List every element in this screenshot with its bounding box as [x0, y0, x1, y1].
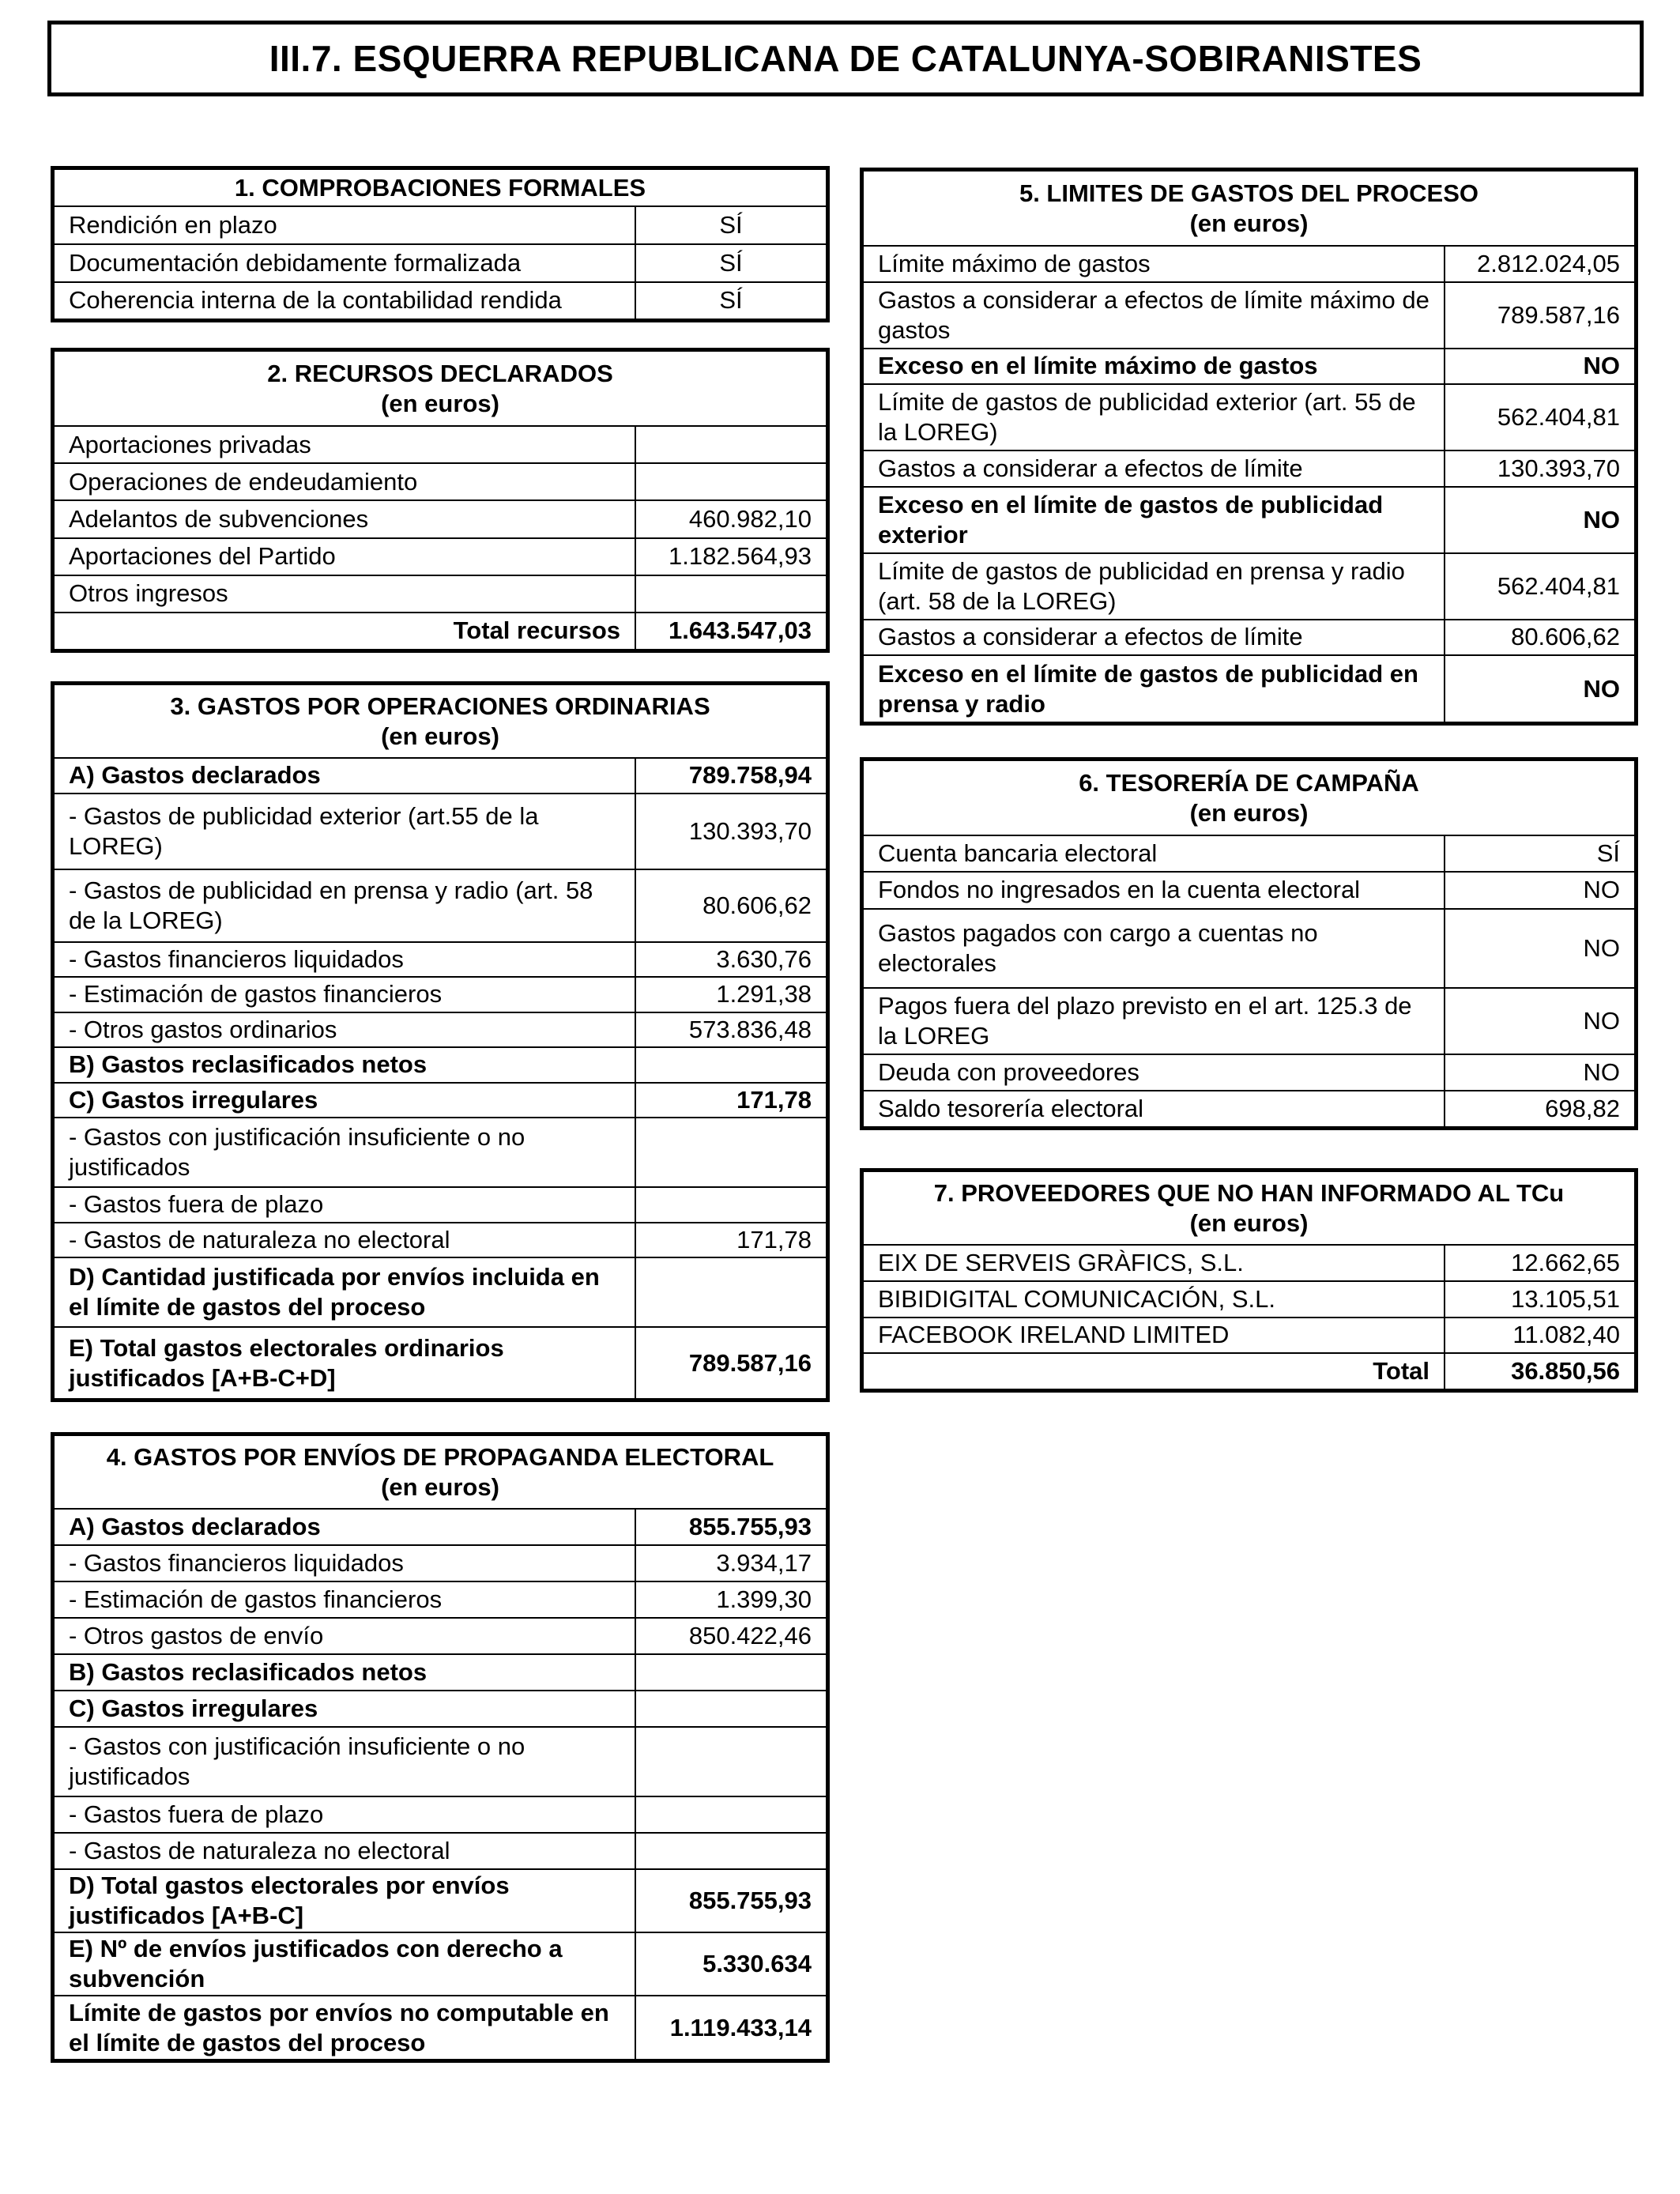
- row-label: - Gastos financieros liquidados: [55, 942, 635, 978]
- row-value: 562.404,81: [1445, 553, 1634, 620]
- row-value: 171,78: [635, 1083, 826, 1118]
- row-value: 1.399,30: [635, 1581, 826, 1618]
- row-value: 130.393,70: [1445, 450, 1634, 487]
- declared-resources-table: [51, 348, 830, 653]
- row-value: NO: [1445, 872, 1634, 908]
- table-row: [55, 206, 826, 244]
- row-label: Gastos a considerar a efectos de límite: [864, 620, 1445, 656]
- formal-checks-table: [51, 166, 830, 322]
- row-value: [635, 1796, 826, 1833]
- row-label: D) Cantidad justificada por envíos incluida en el límite de gastos del proceso: [55, 1257, 635, 1327]
- campaign-treasury-table: [860, 757, 1638, 1130]
- row-label: FACEBOOK IRELAND LIMITED: [864, 1318, 1445, 1354]
- section-subtitle: (en euros): [381, 389, 499, 417]
- row-label: Límite máximo de gastos: [864, 246, 1445, 282]
- row-value: 13.105,51: [1445, 1281, 1634, 1318]
- row-value: 850.422,46: [635, 1618, 826, 1654]
- row-label: - Gastos de publicidad exterior (art.55 de la LOREG): [55, 794, 635, 869]
- row-value: NO: [1445, 655, 1634, 722]
- row-value: 789.587,16: [635, 1327, 826, 1398]
- row-value: 3.934,17: [635, 1545, 826, 1581]
- row-value: 12.662,65: [1445, 1245, 1634, 1281]
- row-label: BIBIDIGITAL COMUNICACIÓN, S.L.: [864, 1281, 1445, 1318]
- suppliers-table: [860, 1168, 1638, 1393]
- page-title: III.7. ESQUERRA REPUBLICANA DE CATALUNYA-SOBIRANISTES: [47, 21, 1644, 96]
- row-label: Operaciones de endeudamiento: [55, 463, 635, 500]
- ordinary-expenses-table: [51, 681, 830, 1402]
- row-value: [635, 1727, 826, 1796]
- row-label: Fondos no ingresados en la cuenta electoral: [864, 872, 1445, 908]
- row-label: Documentación debidamente formalizada: [55, 244, 635, 282]
- table-row: [55, 463, 826, 500]
- row-value: [635, 1833, 826, 1869]
- row-label: A) Gastos declarados: [55, 1509, 635, 1545]
- row-value: 698,82: [1445, 1091, 1634, 1126]
- row-label: Cuenta bancaria electoral: [864, 835, 1445, 872]
- row-label: B) Gastos reclasificados netos: [55, 1654, 635, 1691]
- row-value: 855.755,93: [635, 1869, 826, 1932]
- row-label: D) Total gastos electorales por envíos justificados [A+B-C]: [55, 1869, 635, 1932]
- table-row: [864, 1245, 1634, 1281]
- row-value: SÍ: [635, 282, 826, 319]
- table-row: [55, 1796, 826, 1833]
- table-row: [55, 1047, 826, 1083]
- row-value: SÍ: [1445, 835, 1634, 872]
- table-row: [864, 872, 1634, 908]
- row-label: Límite de gastos por envíos no computable en el límite de gastos del proceso: [55, 1996, 635, 2059]
- table-row: [55, 1996, 826, 2059]
- table-row: [55, 538, 826, 575]
- row-label: C) Gastos irregulares: [55, 1083, 635, 1118]
- row-label: EIX DE SERVEIS GRÀFICS, S.L.: [864, 1245, 1445, 1281]
- table-row: [864, 246, 1634, 282]
- row-value: 789.758,94: [635, 758, 826, 794]
- table-row: [55, 1118, 826, 1187]
- declared-resources-grid: [55, 352, 826, 649]
- row-value: [635, 1654, 826, 1691]
- row-label: Límite de gastos de publicidad en prensa y radio (art. 58 de la LOREG): [864, 553, 1445, 620]
- row-value: 460.982,10: [635, 500, 826, 537]
- row-label: - Gastos financieros liquidados: [55, 1545, 635, 1581]
- table-row: [864, 988, 1634, 1054]
- table-row: [864, 384, 1634, 450]
- row-label: Gastos pagados con cargo a cuentas no electorales: [864, 909, 1445, 988]
- campaign-treasury-grid: [864, 761, 1634, 1126]
- table-row: [864, 282, 1634, 349]
- table-row: [55, 1869, 826, 1932]
- table-row: [55, 244, 826, 282]
- row-label: E) Nº de envíos justificados con derecho a subvención: [55, 1932, 635, 1996]
- ordinary-expenses-grid: [55, 685, 826, 1398]
- table-row: [55, 942, 826, 978]
- row-value: 1.182.564,93: [635, 538, 826, 575]
- row-label: - Estimación de gastos financieros: [55, 977, 635, 1012]
- table-row: [55, 1509, 826, 1545]
- formal-checks-grid: [55, 170, 826, 319]
- row-value: 1.119.433,14: [635, 1996, 826, 2059]
- table-row: [55, 794, 826, 869]
- row-value: SÍ: [635, 206, 826, 244]
- row-value: 80.606,62: [635, 869, 826, 942]
- row-value: NO: [1445, 1054, 1634, 1091]
- row-value: [635, 463, 826, 500]
- row-label: - Gastos de naturaleza no electoral: [55, 1223, 635, 1258]
- table-row: [864, 1091, 1634, 1126]
- table-row: [864, 450, 1634, 487]
- row-value: 1.291,38: [635, 977, 826, 1012]
- section-title: 2. RECURSOS DECLARADOS: [267, 359, 613, 387]
- row-value: 171,78: [635, 1223, 826, 1258]
- row-value: [635, 1118, 826, 1187]
- row-label: Exceso en el límite de gastos de publicidad en prensa y radio: [864, 655, 1445, 722]
- table-row: [55, 1187, 826, 1223]
- table-row: [864, 620, 1634, 656]
- mailing-expenses-table: [51, 1432, 830, 2063]
- section-title: 5. LIMITES DE GASTOS DEL PROCESO: [1019, 179, 1479, 207]
- table-row: [864, 1281, 1634, 1318]
- total-row: [864, 1353, 1634, 1389]
- table-row: [55, 869, 826, 942]
- section-title: 3. GASTOS POR OPERACIONES ORDINARIAS: [170, 692, 710, 720]
- total-row: [55, 613, 826, 649]
- section-subtitle: (en euros): [1189, 798, 1309, 827]
- row-value: 80.606,62: [1445, 620, 1634, 656]
- row-value: 3.630,76: [635, 942, 826, 978]
- table-row: [55, 1932, 826, 1996]
- total-label: Total: [864, 1353, 1445, 1389]
- table-row: [55, 500, 826, 537]
- row-value: NO: [1445, 988, 1634, 1054]
- table-row: [55, 1257, 826, 1327]
- row-label: Coherencia interna de la contabilidad rendida: [55, 282, 635, 319]
- table-row: [55, 426, 826, 463]
- row-value: [635, 1047, 826, 1083]
- row-value: 855.755,93: [635, 1509, 826, 1545]
- row-value: 130.393,70: [635, 794, 826, 869]
- row-label: Exceso en el límite de gastos de publicidad exterior: [864, 487, 1445, 553]
- section-subtitle: (en euros): [381, 722, 499, 750]
- table-row: [864, 1318, 1634, 1354]
- row-value: 11.082,40: [1445, 1318, 1634, 1354]
- row-value: NO: [1445, 909, 1634, 988]
- total-value: 36.850,56: [1445, 1353, 1634, 1389]
- row-label: Aportaciones del Partido: [55, 538, 635, 575]
- row-label: Gastos a considerar a efectos de límite máximo de gastos: [864, 282, 1445, 349]
- row-label: - Gastos fuera de plazo: [55, 1187, 635, 1223]
- table-row: [55, 1327, 826, 1398]
- row-label: - Otros gastos ordinarios: [55, 1012, 635, 1048]
- section-subtitle: (en euros): [381, 1472, 499, 1501]
- table-row: [864, 487, 1634, 553]
- section-title: 7. PROVEEDORES QUE NO HAN INFORMADO AL TCu: [933, 1178, 1565, 1207]
- row-value: [635, 1257, 826, 1327]
- section-title: 4. GASTOS POR ENVÍOS DE PROPAGANDA ELECTORAL: [106, 1442, 774, 1471]
- row-value: [635, 426, 826, 463]
- table-row: [55, 1727, 826, 1796]
- table-row: [55, 1581, 826, 1618]
- section-subtitle: (en euros): [1189, 1208, 1309, 1237]
- table-row: [55, 1083, 826, 1118]
- row-label: Límite de gastos de publicidad exterior (art. 55 de la LOREG): [864, 384, 1445, 450]
- spending-limits-grid: [864, 172, 1634, 722]
- table-row: [55, 1223, 826, 1258]
- table-row: [864, 349, 1634, 385]
- table-row: [864, 655, 1634, 722]
- row-label: - Otros gastos de envío: [55, 1618, 635, 1654]
- row-label: C) Gastos irregulares: [55, 1691, 635, 1727]
- table-row: [55, 1833, 826, 1869]
- row-label: Rendición en plazo: [55, 206, 635, 244]
- total-label: Total recursos: [55, 613, 635, 649]
- row-label: A) Gastos declarados: [55, 758, 635, 794]
- table-row: [864, 835, 1634, 872]
- table-row: [55, 758, 826, 794]
- row-label: Gastos a considerar a efectos de límite: [864, 450, 1445, 487]
- row-label: Deuda con proveedores: [864, 1054, 1445, 1091]
- row-value: NO: [1445, 487, 1634, 553]
- row-label: Pagos fuera del plazo previsto en el art. 125.3 de la LOREG: [864, 988, 1445, 1054]
- table-row: [55, 575, 826, 613]
- row-value: 789.587,16: [1445, 282, 1634, 349]
- table-row: [55, 1012, 826, 1048]
- total-value: 1.643.547,03: [635, 613, 826, 649]
- table-row: [55, 282, 826, 319]
- mailing-expenses-grid: [55, 1436, 826, 2059]
- row-label: - Gastos fuera de plazo: [55, 1796, 635, 1833]
- spending-limits-table: [860, 168, 1638, 726]
- row-value: NO: [1445, 349, 1634, 385]
- section-title: 1. COMPROBACIONES FORMALES: [55, 170, 826, 206]
- row-value: [635, 1187, 826, 1223]
- suppliers-grid: [864, 1172, 1634, 1389]
- row-label: - Gastos de publicidad en prensa y radio (art. 58 de la LOREG): [55, 869, 635, 942]
- row-label: Saldo tesorería electoral: [864, 1091, 1445, 1126]
- row-label: - Gastos con justificación insuficiente o no justificados: [55, 1727, 635, 1796]
- row-label: - Gastos con justificación insuficiente o no justificados: [55, 1118, 635, 1187]
- row-value: 5.330.634: [635, 1932, 826, 1996]
- section-title: 6. TESORERÍA DE CAMPAÑA: [1079, 768, 1419, 797]
- table-row: [864, 909, 1634, 988]
- row-label: B) Gastos reclasificados netos: [55, 1047, 635, 1083]
- row-value: 573.836,48: [635, 1012, 826, 1048]
- row-value: [635, 1691, 826, 1727]
- table-row: [864, 1054, 1634, 1091]
- table-row: [864, 553, 1634, 620]
- row-value: SÍ: [635, 244, 826, 282]
- row-label: Adelantos de subvenciones: [55, 500, 635, 537]
- row-label: Exceso en el límite máximo de gastos: [864, 349, 1445, 385]
- row-label: - Gastos de naturaleza no electoral: [55, 1833, 635, 1869]
- row-value: 2.812.024,05: [1445, 246, 1634, 282]
- table-row: [55, 1618, 826, 1654]
- row-value: 562.404,81: [1445, 384, 1634, 450]
- table-row: [55, 977, 826, 1012]
- row-label: Aportaciones privadas: [55, 426, 635, 463]
- section-subtitle: (en euros): [1189, 209, 1309, 237]
- row-label: Otros ingresos: [55, 575, 635, 613]
- table-row: [55, 1545, 826, 1581]
- row-value: [635, 575, 826, 613]
- table-row: [55, 1654, 826, 1691]
- row-label: E) Total gastos electorales ordinarios justificados [A+B-C+D]: [55, 1327, 635, 1398]
- row-label: - Estimación de gastos financieros: [55, 1581, 635, 1618]
- table-row: [55, 1691, 826, 1727]
